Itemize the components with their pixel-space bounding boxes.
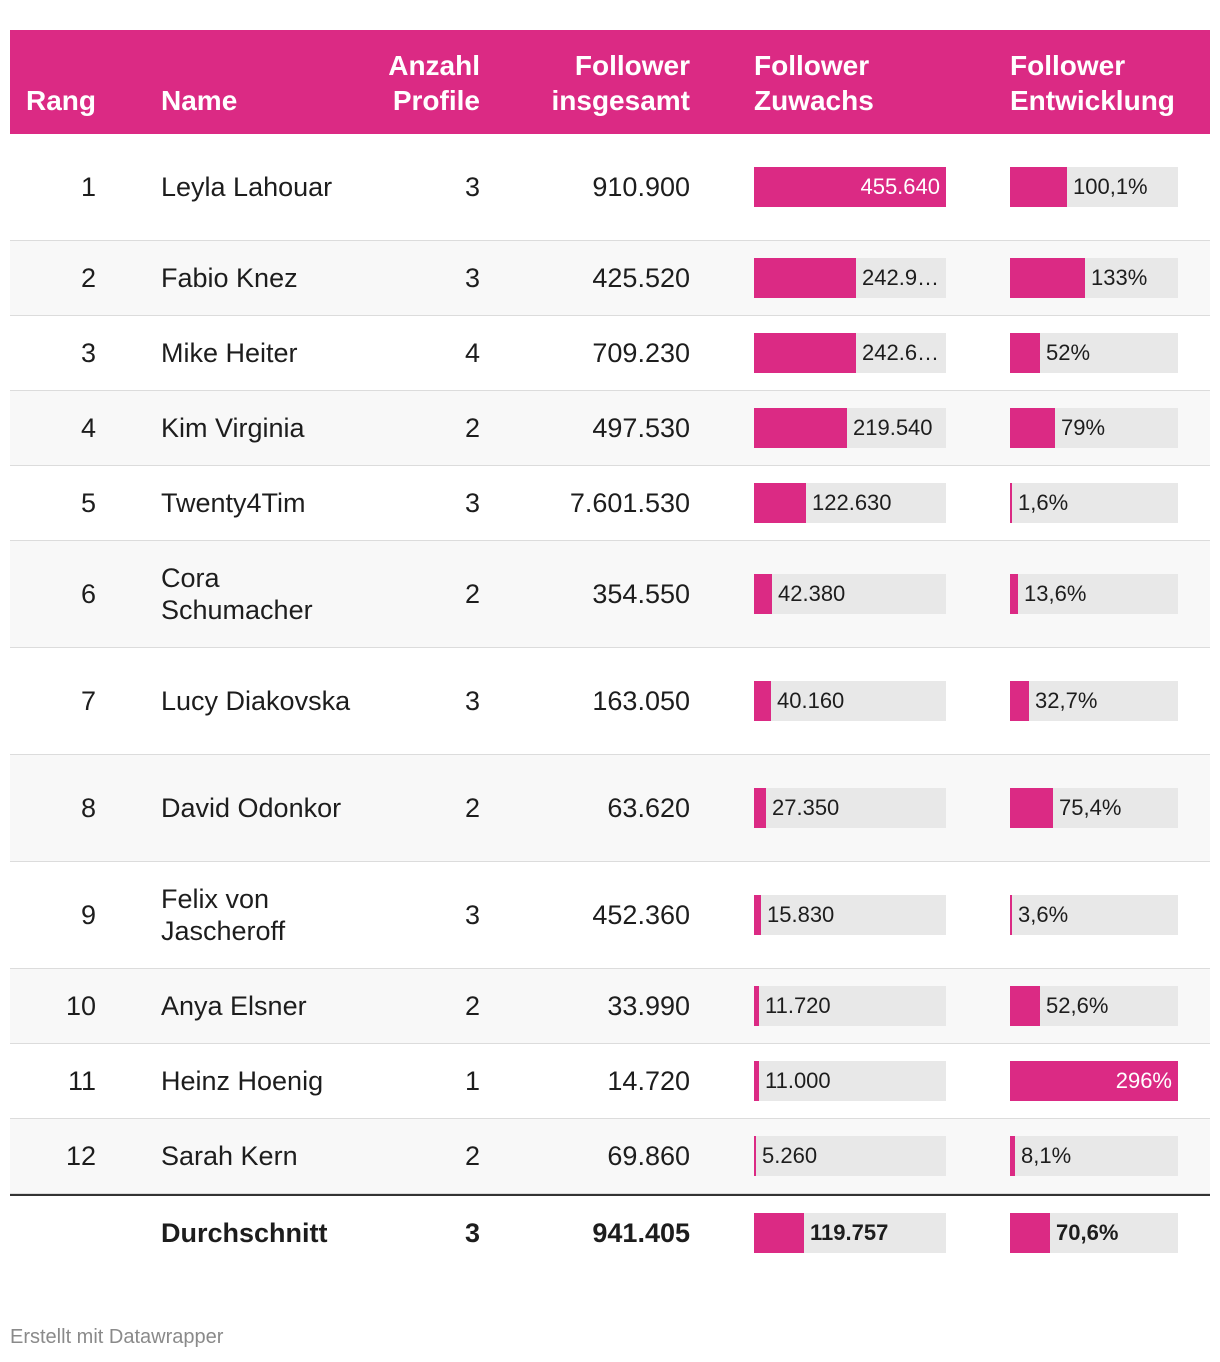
profile-count-cell: 3 [464, 899, 480, 930]
average-label: Durchschnitt [161, 1218, 328, 1248]
follower-development-fill [1010, 333, 1040, 373]
follower-growth-label: 219.540 [853, 415, 933, 440]
table-header [10, 30, 1210, 134]
rank-cell: 11 [67, 1065, 96, 1096]
average-row [10, 1194, 1210, 1270]
header-follower-insgesamt: Follower insgesamt [551, 50, 690, 116]
profile-count-cell: 1 [464, 1065, 480, 1096]
follower-development-cell [1010, 134, 1178, 240]
profile-count-cell: 2 [464, 792, 480, 823]
follower-development-cell [1010, 969, 1178, 1043]
follower-development-fill [1010, 986, 1040, 1026]
name-cell: Anya Elsner [161, 991, 307, 1021]
follower-development-bar [1010, 1136, 1178, 1176]
follower-growth-fill [754, 681, 771, 721]
profile-count-cell: 2 [464, 990, 480, 1021]
name-cell: Lucy Diakovska [161, 686, 351, 716]
name-cell: David Odonkor [161, 793, 342, 823]
follower-development-bar [1010, 1061, 1178, 1101]
follower-development-fill [1010, 1136, 1015, 1176]
follower-growth-bar [754, 1136, 946, 1176]
table-row [10, 969, 1210, 1044]
follower-growth-fill [754, 408, 847, 448]
follower-growth-label: 42.380 [778, 581, 846, 606]
profile-count-cell: 3 [464, 262, 480, 293]
follower-growth-fill [754, 258, 856, 298]
follower-growth-label: 15.830 [767, 902, 835, 927]
average-zuwachs-bar [754, 1213, 946, 1253]
table-row [10, 1044, 1210, 1119]
follower-total-cell: 69.860 [607, 1140, 690, 1171]
follower-development-fill [1010, 258, 1085, 298]
follower-growth-label: 455.640 [860, 174, 940, 199]
follower-development-label: 133% [1091, 265, 1148, 290]
rank-cell: 5 [80, 487, 96, 518]
rank-cell: 12 [65, 1140, 96, 1171]
name-cell: Leyla Lahouar [161, 172, 333, 202]
name-cell: Mike Heiter [161, 338, 298, 368]
follower-growth-cell [754, 316, 946, 390]
follower-development-cell [1010, 241, 1178, 315]
header-name: Name [161, 85, 238, 116]
table-row [10, 391, 1210, 466]
name-cell: Cora Schumacher [161, 563, 313, 625]
follower-development-cell [1010, 755, 1178, 861]
follower-development-label: 52,6% [1046, 993, 1109, 1018]
follower-growth-cell [754, 134, 946, 240]
follower-development-cell [1010, 316, 1178, 390]
follower-development-bar [1010, 681, 1178, 721]
follower-development-label: 75,4% [1059, 795, 1122, 820]
profile-count-cell: 3 [464, 487, 480, 518]
follower-total-cell: 452.360 [592, 899, 690, 930]
table-row [10, 648, 1210, 755]
follower-development-cell [1010, 466, 1178, 540]
follower-growth-cell [754, 391, 946, 465]
follower-growth-cell [754, 241, 946, 315]
follower-growth-label: 5.260 [762, 1143, 818, 1168]
follower-growth-label: 11.720 [765, 993, 831, 1018]
follower-development-label: 100,1% [1073, 174, 1148, 199]
follower-growth-bar [754, 1061, 946, 1101]
follower-growth-label: 122.630 [812, 490, 892, 515]
follower-growth-bar [754, 895, 946, 935]
name-cell: Fabio Knez [161, 263, 298, 293]
name-cell: Sarah Kern [161, 1141, 298, 1171]
ranking-table [10, 30, 1210, 1270]
profile-count-cell: 3 [464, 171, 480, 202]
follower-development-bar [1010, 167, 1178, 207]
follower-development-bar [1010, 574, 1178, 614]
follower-development-bar [1010, 258, 1178, 298]
follower-growth-bar [754, 408, 946, 448]
follower-development-bar [1010, 333, 1178, 373]
follower-development-label: 32,7% [1035, 688, 1098, 713]
follower-growth-cell [754, 466, 946, 540]
follower-total-cell: 354.550 [592, 578, 690, 609]
follower-growth-bar [754, 574, 946, 614]
follower-total-cell: 163.050 [592, 685, 690, 716]
rank-cell: 3 [80, 337, 96, 368]
follower-total-cell: 33.990 [607, 990, 690, 1021]
table-body [10, 134, 1210, 1194]
follower-development-cell [1010, 1119, 1178, 1193]
follower-growth-cell [754, 1119, 946, 1193]
profile-count-cell: 4 [464, 337, 480, 368]
follower-total-cell: 910.900 [592, 171, 690, 202]
follower-development-fill [1010, 788, 1053, 828]
table-row [10, 862, 1210, 969]
follower-growth-bar [754, 681, 946, 721]
follower-growth-cell [754, 648, 946, 754]
average-entwicklung-cell [1010, 1196, 1178, 1270]
follower-total-cell: 7.601.530 [569, 487, 690, 518]
follower-development-cell [1010, 391, 1178, 465]
header-anzahl-profile: Anzahl Profile [388, 50, 480, 116]
table-row [10, 241, 1210, 316]
name-cell: Twenty4Tim [161, 488, 306, 518]
follower-growth-label: 40.160 [777, 688, 845, 713]
rank-cell: 10 [65, 990, 96, 1021]
follower-development-label: 79% [1061, 415, 1106, 440]
average-zuwachs-label: 119.757 [810, 1220, 889, 1245]
follower-growth-fill [754, 986, 759, 1026]
follower-growth-fill [754, 1136, 756, 1176]
follower-growth-cell [754, 541, 946, 647]
rank-cell: 6 [80, 578, 96, 609]
table-row [10, 755, 1210, 862]
follower-growth-cell [754, 969, 946, 1043]
follower-development-bar [1010, 895, 1178, 935]
follower-growth-fill [754, 483, 806, 523]
follower-development-bar [1010, 483, 1178, 523]
follower-development-label: 52% [1046, 340, 1091, 365]
follower-total-cell: 14.720 [607, 1065, 690, 1096]
follower-development-fill [1010, 408, 1055, 448]
average-entwicklung-fill [1010, 1213, 1050, 1253]
follower-growth-bar [754, 167, 946, 207]
follower-growth-fill [754, 574, 772, 614]
rank-cell: 1 [80, 171, 96, 202]
follower-development-bar [1010, 986, 1178, 1026]
follower-development-label: 1,6% [1018, 490, 1069, 515]
header-follower-entwicklung: Follower Entwicklung [1010, 50, 1175, 116]
follower-growth-fill [754, 1061, 759, 1101]
average-profile: 3 [464, 1217, 480, 1248]
average-entwicklung-label: 70,6% [1056, 1220, 1119, 1245]
follower-development-cell [1010, 541, 1178, 647]
header-rang: Rang [26, 85, 96, 116]
follower-development-label: 8,1% [1021, 1143, 1072, 1168]
follower-development-cell [1010, 1044, 1178, 1118]
follower-development-cell [1010, 648, 1178, 754]
follower-development-fill [1010, 574, 1018, 614]
follower-development-fill [1010, 895, 1012, 935]
rank-cell: 4 [80, 412, 96, 443]
follower-growth-label: 242.9… [862, 265, 940, 290]
profile-count-cell: 2 [464, 412, 480, 443]
table-row [10, 1119, 1210, 1194]
follower-development-fill [1010, 681, 1029, 721]
follower-total-cell: 425.520 [592, 262, 690, 293]
table-row [10, 134, 1210, 241]
follower-growth-cell [754, 1044, 946, 1118]
name-cell: Kim Virginia [161, 413, 305, 443]
follower-growth-fill [754, 788, 766, 828]
average-zuwachs-fill [754, 1213, 804, 1253]
rank-cell: 7 [80, 685, 96, 716]
average-total: 941.405 [592, 1217, 690, 1248]
follower-development-cell [1010, 862, 1178, 968]
follower-growth-bar [754, 986, 946, 1026]
follower-total-cell: 63.620 [607, 792, 690, 823]
name-cell: Heinz Hoenig [161, 1066, 324, 1096]
follower-development-bar [1010, 408, 1178, 448]
follower-growth-label: 11.000 [765, 1068, 831, 1093]
header-follower-zuwachs: Follower Zuwachs [754, 50, 874, 116]
follower-total-cell: 709.230 [592, 337, 690, 368]
follower-growth-bar [754, 333, 946, 373]
follower-growth-label: 27.350 [772, 795, 840, 820]
follower-growth-bar [754, 258, 946, 298]
follower-growth-label: 242.6… [862, 340, 940, 365]
follower-development-label: 296% [1115, 1068, 1172, 1093]
profile-count-cell: 2 [464, 578, 480, 609]
rank-cell: 2 [80, 262, 96, 293]
average-zuwachs-cell [754, 1196, 946, 1270]
profile-count-cell: 2 [464, 1140, 480, 1171]
follower-growth-fill [754, 333, 856, 373]
table-row [10, 466, 1210, 541]
follower-development-fill [1010, 483, 1012, 523]
follower-development-bar [1010, 788, 1178, 828]
credit-text: Erstellt mit Datawrapper [10, 1326, 224, 1348]
follower-growth-bar [754, 483, 946, 523]
rank-cell: 8 [80, 792, 96, 823]
table-row [10, 541, 1210, 648]
follower-growth-bar [754, 788, 946, 828]
follower-development-fill [1010, 167, 1067, 207]
name-cell: Felix von Jascheroff [161, 884, 286, 946]
follower-development-label: 13,6% [1024, 581, 1087, 606]
rank-cell: 9 [80, 899, 96, 930]
average-entwicklung-bar [1010, 1213, 1178, 1253]
profile-count-cell: 3 [464, 685, 480, 716]
follower-development-label: 3,6% [1018, 902, 1069, 927]
table-row [10, 316, 1210, 391]
follower-growth-cell [754, 755, 946, 861]
follower-growth-fill [754, 895, 761, 935]
follower-total-cell: 497.530 [592, 412, 690, 443]
follower-growth-cell [754, 862, 946, 968]
